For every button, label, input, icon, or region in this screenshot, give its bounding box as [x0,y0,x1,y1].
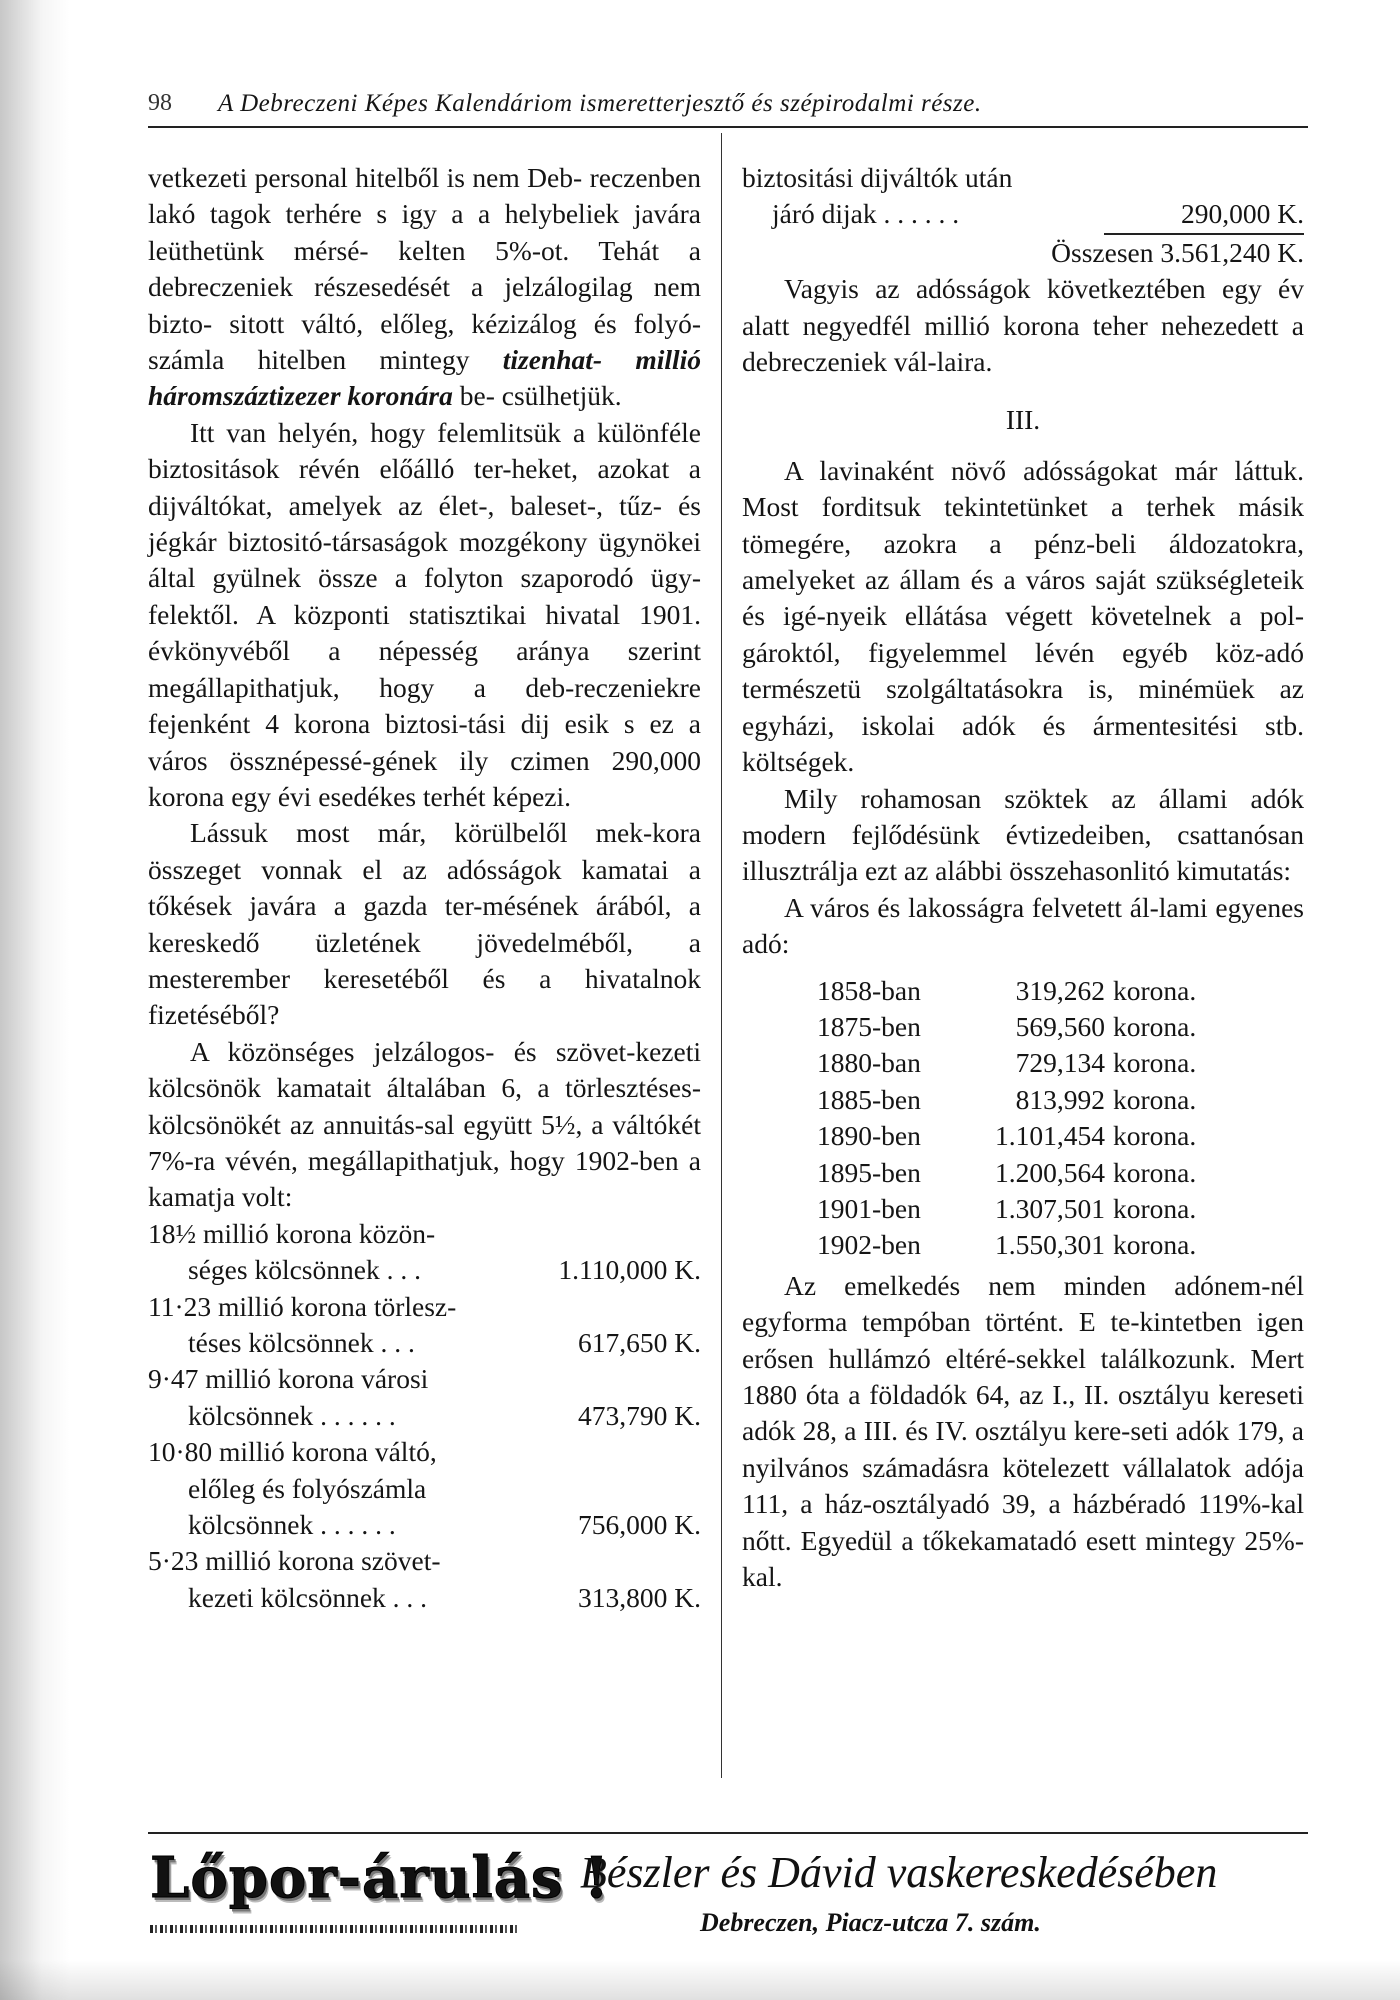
loan-amount: 313,800 K. [578,1581,701,1613]
paragraph-mily: Mily rohamosan szöktek az állami adók modern fejlődésünk évtizedeiben, csattanósan illusztrálja ezt az alábbi összehasonlitó kimutatás: [742,782,1304,887]
paragraph-varos: A város és lakosságra felvetett ál-lami egyenes adó: [742,891,1304,960]
loan-item [148,1216,701,1289]
right-column [742,160,1304,1595]
tax-row [817,1045,1257,1081]
tax-row [817,1155,1257,1191]
loan-amount: 1.110,000 K. [558,1254,701,1286]
section-heading: III. [1005,404,1041,436]
tax-year: 1885-ben [817,1083,921,1115]
tax-row [817,1082,1257,1118]
loan-label: séges kölcsönnek . . . [188,1254,421,1286]
tax-year: 1901-ben [817,1192,921,1224]
loan-description: 10·80 millió korona váltó, [148,1436,437,1468]
loan-list [148,1216,701,1616]
loan-row [148,1252,701,1288]
tax-value: 813,992 [1015,1083,1105,1115]
tax-year: 1890-ben [817,1120,921,1152]
tax-value: 729,134 [1015,1047,1105,1079]
tax-value: 569,560 [1015,1010,1105,1042]
tax-table [817,973,1257,1264]
tax-unit: korona. [1113,1010,1197,1042]
paragraph-interest-rates: A közönséges jelzálogos- és szövet-kezeti kölcsönök kamatait általában 6, a törlesztéses-kölcsönökét az annuitás-sal együtt 5½, a váltókét 7%-ra vévén, megállapithatjuk, hogy 1902-ben a kamatja volt: [148,1035,701,1213]
header-rule [148,126,1308,128]
tax-row [817,1009,1257,1045]
paragraph-emelkedes: Az emelkedés nem minden adónem-nél egyforma tempóban történt. E te-kintetben igen erősen hullámzó eltéré-sekkel találkozunk. Mert 1880 óta a földadók 64, az I., II. osztályu kereseti adók 28, a III. és IV. osztályu kere-seti adók 179, a nyilvános számadásra kötelezett vállalatok adója 111, a ház-osztályadó 39, a házbéradó 119%-kal nőtt. Egyedül a tőkekamatadó esett mintegy 25%-kal. [742,1269,1304,1593]
tax-unit: korona. [1113,1120,1197,1152]
loan-item [148,1543,701,1616]
ad-firm-name: Bészler és Dávid vaskereskedésében [580,1848,1218,1897]
paragraph-lavina: A lavinaként növő adósságokat már láttuk. Most forditsuk tekintetünket a terhek másik tömegére, azokra a pénz-beli áldozatokra, amelyeket az állam és a város saját szükségleteik és igé-nyeik ellátása végett követelnek a pol-gároktól, figyelemmel lévén egyéb köz-adó természetü szolgáltatásokra is, minémüek az egyházi, iskolai adók és ármentesitési stb. költségek. [742,454,1304,778]
tax-unit: korona. [1113,1083,1197,1115]
ad-decorative-strip [150,1925,520,1933]
tax-year: 1875-ben [817,1010,921,1042]
loan-row [148,1325,701,1361]
text-line: részesedését a jelzálogilag nem bizto- [148,271,702,339]
tax-unit: korona. [1113,974,1197,1006]
text-line: csülhetjük. [501,380,622,412]
text-line: számla hitelben mintegy [148,344,470,376]
loan-item [148,1289,701,1362]
text-line: vetkezeti personal hitelből is nem Deb- [148,162,583,193]
tax-unit: korona. [1113,1047,1197,1079]
tax-year: 1880-ban [817,1047,921,1079]
loan-label: kezeti kölcsönnek . . . [188,1581,428,1613]
tax-value: 1.200,564 [995,1156,1105,1188]
loan-item [148,1361,701,1434]
ad-headline: Lőpor-árulás ! [150,1845,610,1911]
text-line: reczenben lakó tagok terhére s igy a [148,162,702,230]
running-title: A Debreczeni Képes Kalendáriom ismeretterjesztő és szépirodalmi része. [218,90,982,117]
total-row [742,235,1304,271]
insurance-amount: 290,000 K. [1181,198,1304,230]
tax-row [817,1227,1257,1263]
tax-unit: korona. [1113,1229,1197,1261]
loan-row [148,1507,701,1543]
text-line: be- [459,380,495,412]
loan-row [148,1580,701,1616]
loan-label: kölcsönnek . . . . . . [188,1509,396,1541]
paragraph-credit [148,160,701,415]
tax-year: 1895-ben [817,1156,921,1188]
emphasis: millió háromszáztizezer koronára [148,344,702,412]
column-divider [721,133,722,1778]
tax-value: 319,262 [1015,974,1105,1006]
loan-description: 5·23 millió korona szövet- [148,1545,441,1577]
tax-row [817,1118,1257,1154]
paragraph-insurance: Itt van helyén, hogy felemlitsük a különféle biztositások révén előálló ter-heket, azokat a dijváltókat, amelyek az élet-, baleset-, tűz- és jégkár biztositó-társaságok mozgékony ügynökei által gyülnek össze a folyton szaporodó ügy-felektől. A központi statisztikai hivatal 1901. évkönyvéből a népesség aránya szerint megállapithatjuk, hogy a deb-reczeniekre fejenként 4 korona biztosi-tási dij esik s ez a város össznépessé-gének ily czimen 290,000 korona egy évi esedékes terhét képezi. [148,416,701,812]
loan-description: előleg és folyószámla [188,1472,427,1504]
tax-row [817,973,1257,1009]
footer-rule [148,1832,1308,1834]
paragraph-vagyis: Vagyis az adósságok következtében egy év alatt negyedfél millió korona teher nehezedett a debreczeniek vál-laira. [742,273,1304,378]
text-line: kelten 5%-ot. Tehát a debreczeniek [148,234,701,303]
page-bottom-shading [0,1960,1400,2000]
page-edge-shading [0,0,70,2000]
tax-value: 1.550,301 [995,1229,1105,1261]
tax-unit: korona. [1113,1156,1197,1188]
tax-value: 1.307,501 [995,1192,1105,1224]
text-line: sitott váltó, előleg, kézizálog és folyó- [229,307,701,339]
loan-label: téses kölcsönnek . . . [188,1327,415,1358]
loan-description: 18½ millió korona közön- [148,1217,436,1249]
page-header [148,90,1308,126]
page-number: 98 [148,90,172,116]
tax-value: 1.101,454 [995,1120,1105,1152]
loan-amount: 756,000 K. [578,1509,701,1541]
paragraph-interest-question: Lássuk most már, körülbelől mek-kora összeget vonnak el az adósságok kamatai a tőkések javára a gazda ter-mésének árából, a kereskedő üzletének jövedelméből, a mesterember keresetéből és a hivatalnok fizetéséből? [148,817,701,1031]
total-label: Összesen [1051,236,1154,268]
insurance-label: járó dijak . . . . . . [772,198,960,230]
tax-unit: korona. [1113,1192,1197,1224]
tax-year: 1902-ben [817,1229,921,1261]
loan-description: 9·47 millió korona városi [148,1363,429,1395]
left-column [148,160,701,1616]
text-line: a helybeliek javára leüthetünk mérsé- [148,198,701,266]
loan-label: kölcsönnek . . . . . . [188,1399,396,1431]
loan-amount: 617,650 K. [578,1327,701,1358]
loan-amount: 473,790 K. [578,1399,701,1431]
tax-year: 1858-ban [817,974,921,1006]
loan-item [148,1434,701,1543]
emphasis: tizenhat- [502,344,603,376]
insurance-row [742,196,1304,232]
ad-address: Debreczen, Piacz-utcza 7. szám. [700,1908,1041,1937]
loan-row [148,1398,701,1434]
tax-row [817,1191,1257,1227]
loan-description: 11·23 millió korona törlesz- [148,1290,457,1322]
total-amount: 3.561,240 K. [1160,236,1304,268]
insurance-description: biztositási dijváltók után [742,162,1013,193]
